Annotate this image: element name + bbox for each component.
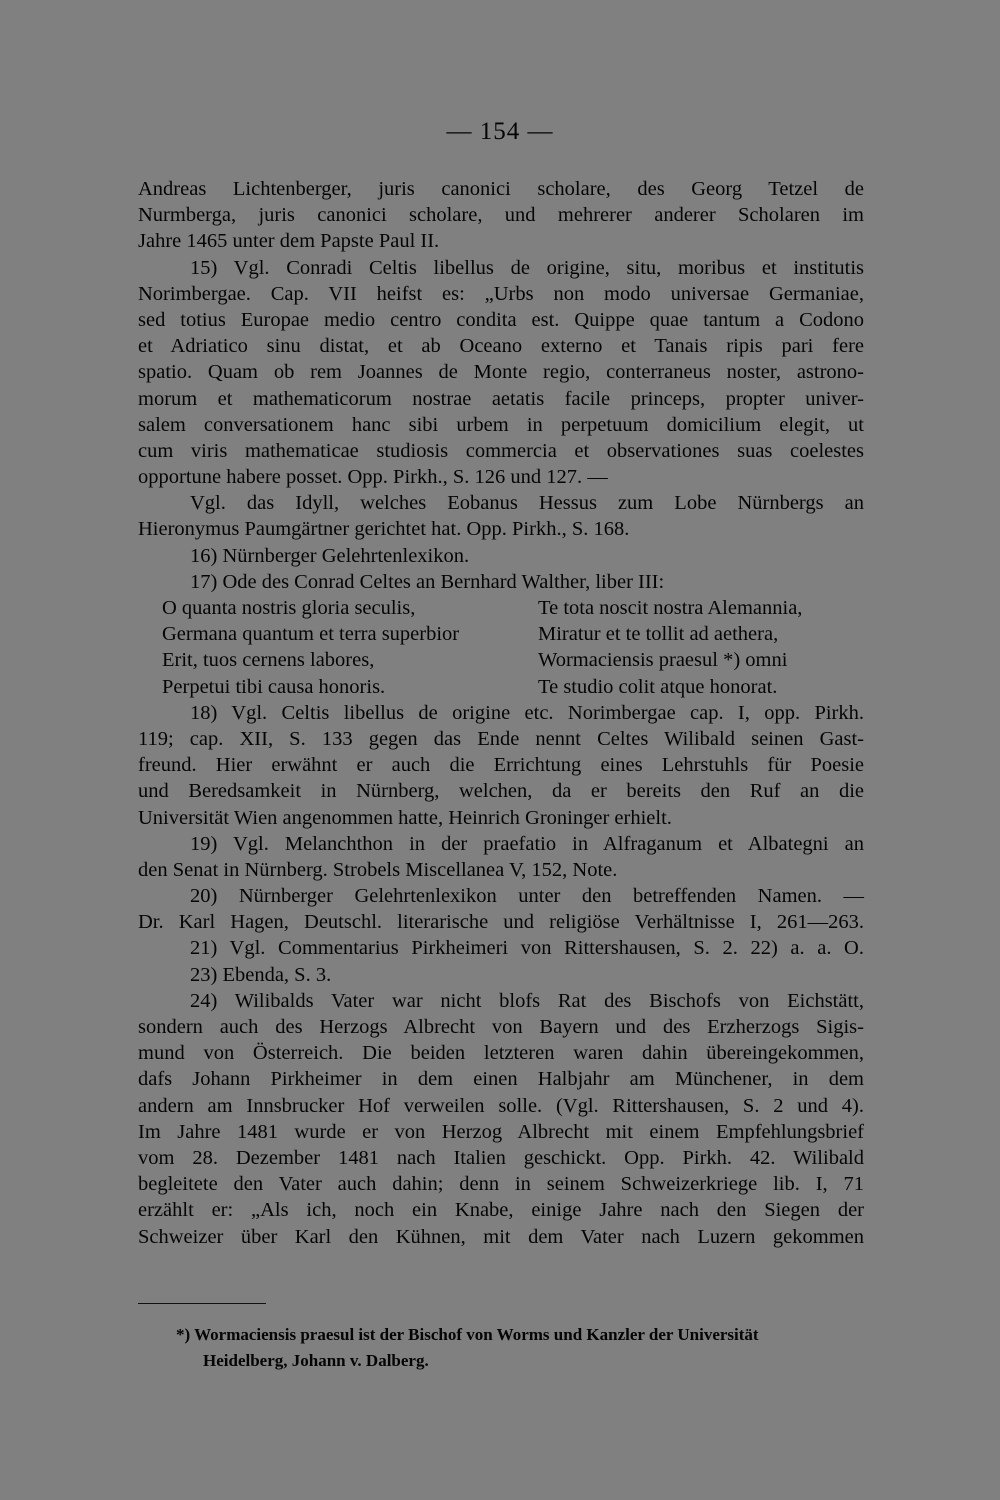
notes-paragraphs xyxy=(138,176,864,595)
text-line: 17) Ode des Conrad Celtes an Bernhard Walther, liber III: xyxy=(190,570,665,593)
text-line: sondern auch des Herzogs Albrecht von Bayern und des Erzherzogs Sigis- xyxy=(138,1016,864,1038)
footnote-line: *) Wormaciensis praesul ist der Bischof von Worms und Kanzler der Universität xyxy=(176,1325,759,1344)
verse-right: Te studio colit atque honorat. xyxy=(538,675,778,698)
text-line: spatio. Quam ob rem Joannes de Monte regio, conterraneus noster, astrono- xyxy=(138,361,864,384)
text-line: mund von Österreich. Die beiden letzteren waren dahin übereingekommen, xyxy=(138,1042,864,1065)
text-line: 21) Vgl. Commentarius Pirkheimeri von Rittershausen, S. 2. 22) a. a. O. xyxy=(190,937,864,960)
page-number: — 154 — xyxy=(446,118,554,145)
text-line: Schweizer über Karl den Kühnen, mit dem Vater nach Luzern gekommen xyxy=(138,1225,864,1248)
text-line: dafs Johann Pirkheimer in dem einen Halbjahr am Münchener, in dem xyxy=(138,1068,864,1091)
verse-right: Te tota noscit nostra Alemannia, xyxy=(538,597,803,619)
ode-verse xyxy=(138,595,864,700)
text-line: erzählt er: „Als ich, noch ein Knabe, einige Jahre nach den Siegen der xyxy=(138,1199,864,1222)
text-line: 15) Vgl. Conradi Celtis libellus de origine, situ, moribus et institutis xyxy=(190,256,864,279)
verse-row xyxy=(138,647,864,673)
text-line: begleitete den Vater auch dahin; denn in seinem Schweizerkriege lib. I, 71 xyxy=(138,1173,864,1196)
text-line: Im Jahre 1481 wurde er von Herzog Albrecht mit einem Empfehlungsbrief xyxy=(138,1120,864,1143)
text-line: 18) Vgl. Celtis libellus de origine etc. Norimbergae cap. I, opp. Pirkh. xyxy=(190,701,864,724)
verse-left: Perpetui tibi causa honoris. xyxy=(162,675,386,698)
verse-left: O quanta nostris gloria seculis, xyxy=(162,597,416,619)
text-line: vom 28. Dezember 1481 nach Italien geschickt. Opp. Pirkh. 42. Wilibald xyxy=(138,1146,864,1169)
text-line: 16) Nürnberger Gelehrtenlexikon. xyxy=(190,544,470,567)
text-line: freund. Hier erwähnt er auch die Errichtung eines Lehrstuhls für Poesie xyxy=(138,754,864,777)
text-line: cum viris mathematicae studiosis commercia et observationes suas coelestes xyxy=(138,439,864,462)
text-line: Hieronymus Paumgärtner gerichtet hat. Opp. Pirkh., S. 168. xyxy=(138,518,630,541)
text-line: 23) Ebenda, S. 3. xyxy=(190,963,332,986)
footnote-rule xyxy=(138,1303,266,1304)
verse-row xyxy=(138,595,864,621)
verse-right: Miratur et te tollit ad aethera, xyxy=(538,623,779,646)
text-line: 24) Wilibalds Vater war nicht blofs Rat des Bischofs von Eichstätt, xyxy=(190,989,864,1012)
text-line: Norimbergae. Cap. VII heifst es: „Urbs non modo universae Germaniae, xyxy=(138,282,864,305)
verse-left: Erit, tuos cernens labores, xyxy=(162,649,375,672)
text-line: 19) Vgl. Melanchthon in der praefatio in Alfraganum et Albategni an xyxy=(190,832,864,855)
footnote xyxy=(176,1322,866,1374)
text-line: sed totius Europae medio centro condita est. Quippe quae tantum a Codono xyxy=(138,308,864,331)
text-line: morum et mathematicorum nostrae aetatis facile princeps, propter univer- xyxy=(138,387,864,410)
text-line: Dr. Karl Hagen, Deutschl. literarische und religiöse Verhältnisse I, 261—263. xyxy=(138,911,864,934)
verse-row xyxy=(138,674,864,700)
text-line: Vgl. das Idyll, welches Eobanus Hessus zum Lobe Nürnbergs an xyxy=(190,492,864,515)
footnote-line: Heidelberg, Johann v. Dalberg. xyxy=(203,1351,429,1370)
text-line: Andreas Lichtenberger, juris canonici scholare, des Georg Tetzel de xyxy=(138,178,864,200)
text-line: den Senat in Nürnberg. Strobels Miscellanea V, 152, Note. xyxy=(138,858,618,881)
text-line: Nurmberga, juris canonici scholare, und mehrerer anderer Scholaren im xyxy=(138,204,864,227)
text-line: und Beredsamkeit in Nürnberg, welchen, da er bereits den Ruf an die xyxy=(138,780,864,803)
text-line: Universität Wien angenommen hatte, Heinrich Groninger erhielt. xyxy=(138,806,672,829)
text-line: salem conversationem hanc sibi urbem in perpetuum domicilium elegit, ut xyxy=(138,413,864,436)
text-line: opportune habere posset. Opp. Pirkh., S. 126 und 127. — xyxy=(138,466,608,489)
notes-paragraphs-continued xyxy=(138,700,864,1250)
verse-left: Germana quantum et terra superbior xyxy=(162,623,460,646)
text-line: et Adriatico sinu distat, et ab Oceano externo et Tanais ripis pari fere xyxy=(138,335,864,358)
verse-row xyxy=(138,621,864,647)
notes-body xyxy=(138,176,864,1250)
verse-right: Wormaciensis praesul *) omni xyxy=(538,649,788,672)
text-line: andern am Innsbrucker Hof verweilen solle. (Vgl. Rittershausen, S. 2 und 4). xyxy=(138,1094,864,1117)
text-line: Jahre 1465 unter dem Papste Paul II. xyxy=(138,230,440,253)
text-line: 20) Nürnberger Gelehrtenlexikon unter den betreffenden Namen. — xyxy=(190,885,864,908)
text-line: 119; cap. XII, S. 133 gegen das Ende nennt Celtes Wilibald seinen Gast- xyxy=(138,727,864,750)
